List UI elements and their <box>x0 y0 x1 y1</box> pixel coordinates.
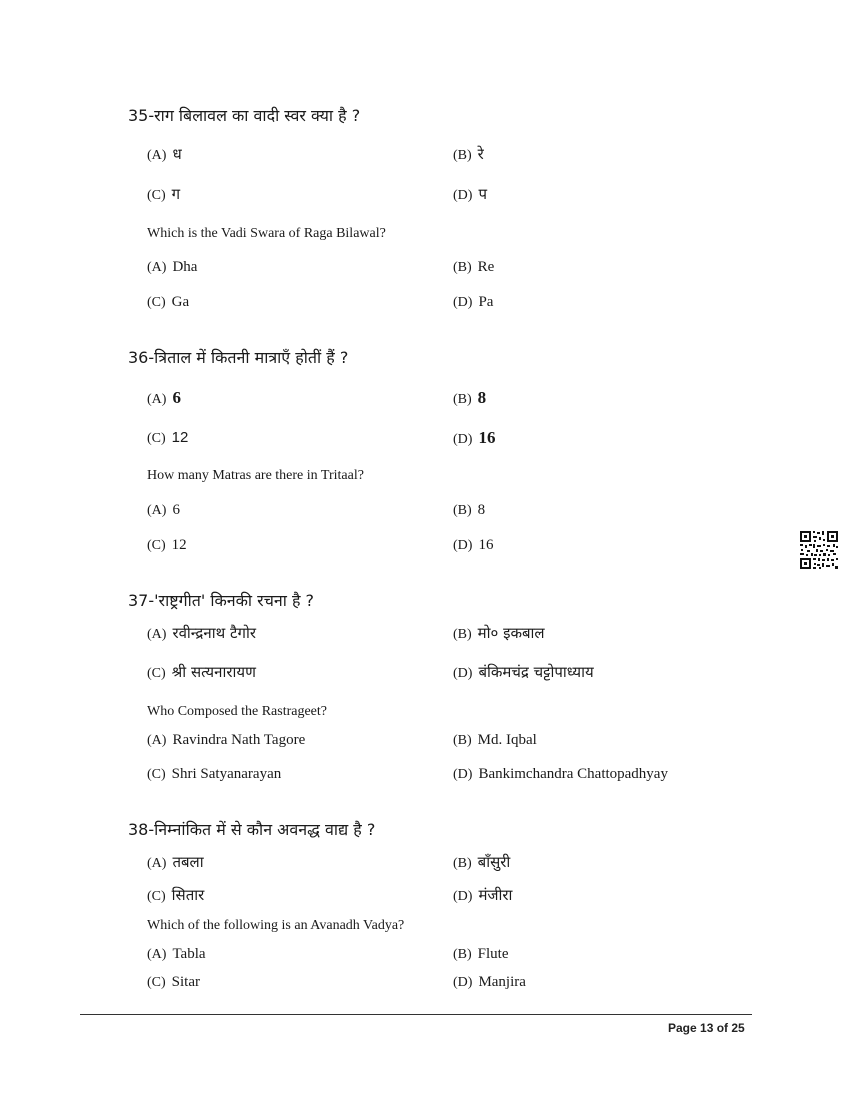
option-letter: (A) <box>147 148 167 163</box>
option-letter: (B) <box>453 627 472 642</box>
q35-hi-option-c <box>147 184 180 204</box>
question-35-hindi: 35-राग बिलावल का वादी स्वर क्या है ? <box>128 106 361 125</box>
option-text: 8 <box>477 388 487 407</box>
option-text: मंजीरा <box>478 886 513 904</box>
q36-en-option-c <box>147 537 187 554</box>
q36-en-option-d <box>453 537 493 554</box>
option-text: Pa <box>478 294 494 310</box>
option-letter: (A) <box>147 503 167 518</box>
qr-code-icon <box>799 530 839 570</box>
q36-en-option-b <box>453 502 485 519</box>
q37-en-option-a <box>147 732 305 749</box>
option-text: Shri Satyanarayan <box>171 766 282 782</box>
q37-hi-option-c <box>147 662 256 682</box>
option-text: बाँसुरी <box>477 853 511 871</box>
option-text: Bankimchandra Chattopadhyay <box>478 766 668 782</box>
q37-en-option-b <box>453 732 537 749</box>
option-text: ग <box>171 185 181 203</box>
option-letter: (D) <box>453 295 473 310</box>
option-text: 6 <box>172 388 181 407</box>
option-text: बंकिमचंद्र चट्टोपाध्याय <box>478 663 594 681</box>
option-letter: (A) <box>147 733 167 748</box>
option-letter: (A) <box>147 947 167 962</box>
question-38-english: Which of the following is an Avanadh Vadya? <box>147 918 405 933</box>
option-text: 12 <box>171 537 187 553</box>
option-letter: (C) <box>147 666 166 681</box>
footer-divider <box>80 1014 752 1015</box>
option-text: तबला <box>172 853 204 871</box>
question-36-hindi: 36-त्रिताल में कितनी मात्राएँ होतीं हैं ? <box>128 348 349 367</box>
q35-hi-option-d <box>453 184 487 204</box>
option-text: 6 <box>172 502 180 518</box>
q37-hi-option-a <box>147 623 256 643</box>
q38-hi-option-b <box>453 852 510 872</box>
question-38-hindi: 38-निम्नांकित में से कौन अवनद्ध वाद्य है ? <box>128 820 376 839</box>
option-letter: (B) <box>453 503 472 518</box>
option-letter: (C) <box>147 538 166 553</box>
option-letter: (D) <box>453 666 473 681</box>
q37-en-option-d <box>453 766 668 783</box>
option-text: Sitar <box>171 974 201 990</box>
option-text: 8 <box>477 502 486 518</box>
option-letter: (C) <box>147 767 166 782</box>
q38-hi-option-c <box>147 885 204 905</box>
page-number: Page 13 of 25 <box>668 1021 745 1035</box>
option-text: Manjira <box>478 974 526 990</box>
question-37-hindi: 37-'राष्ट्रगीत' किनकी रचना है ? <box>128 591 315 610</box>
option-letter: (C) <box>147 188 166 203</box>
option-text: ध <box>172 145 182 163</box>
q38-en-option-c <box>147 974 200 991</box>
option-letter: (B) <box>453 148 472 163</box>
q37-en-option-c <box>147 766 281 783</box>
option-letter: (B) <box>453 947 472 962</box>
q35-en-option-b <box>453 259 494 276</box>
option-text: Ravindra Nath Tagore <box>172 732 306 748</box>
option-letter: (D) <box>453 767 473 782</box>
option-text: रे <box>477 145 484 163</box>
option-letter: (C) <box>147 295 166 310</box>
option-letter: (C) <box>147 975 166 990</box>
option-text: Ga <box>171 294 190 310</box>
option-letter: (D) <box>453 188 473 203</box>
q35-en-option-c <box>147 294 189 311</box>
q38-en-option-b <box>453 946 509 963</box>
option-text: सितार <box>171 886 205 904</box>
option-text: 16 <box>478 537 494 553</box>
option-letter: (D) <box>453 432 473 447</box>
option-text: श्री सत्यनारायण <box>171 663 256 681</box>
q38-en-option-d <box>453 974 526 991</box>
option-letter: (B) <box>453 392 472 407</box>
option-text: Dha <box>172 259 198 275</box>
option-letter: (A) <box>147 392 167 407</box>
q36-hi-option-d <box>453 428 495 448</box>
option-letter: (A) <box>147 627 167 642</box>
q38-hi-option-a <box>147 852 204 872</box>
question-37-english: Who Composed the Rastrageet? <box>147 704 328 719</box>
option-text: 16 <box>478 428 496 447</box>
option-letter: (B) <box>453 856 472 871</box>
q36-hi-option-b <box>453 388 486 408</box>
option-letter: (A) <box>147 856 167 871</box>
q36-hi-option-c <box>147 428 188 447</box>
option-text: मो० इकबाल <box>477 624 545 642</box>
q37-hi-option-d <box>453 662 594 682</box>
question-35-english: Which is the Vadi Swara of Raga Bilawal? <box>147 226 386 241</box>
question-36-english: How many Matras are there in Tritaal? <box>147 468 364 483</box>
option-text: 12 <box>171 429 189 446</box>
option-letter: (D) <box>453 538 473 553</box>
q38-hi-option-d <box>453 885 512 905</box>
q37-hi-option-b <box>453 623 545 643</box>
q35-hi-option-a <box>147 144 182 164</box>
option-text: प <box>478 185 487 203</box>
option-text: Flute <box>477 946 509 962</box>
option-text: Md. Iqbal <box>477 732 537 748</box>
option-letter: (A) <box>147 260 167 275</box>
option-text: रवीन्द्रनाथ टैगोर <box>172 624 256 642</box>
option-letter: (D) <box>453 975 473 990</box>
q35-en-option-a <box>147 259 197 276</box>
q35-en-option-d <box>453 294 493 311</box>
q38-en-option-a <box>147 946 206 963</box>
option-letter: (D) <box>453 889 473 904</box>
option-letter: (C) <box>147 889 166 904</box>
option-text: Re <box>477 259 495 275</box>
option-letter: (B) <box>453 733 472 748</box>
option-letter: (B) <box>453 260 472 275</box>
q36-hi-option-a <box>147 388 181 408</box>
q36-en-option-a <box>147 502 180 519</box>
option-text: Tabla <box>172 946 206 962</box>
option-letter: (C) <box>147 431 166 446</box>
q35-hi-option-b <box>453 144 484 164</box>
